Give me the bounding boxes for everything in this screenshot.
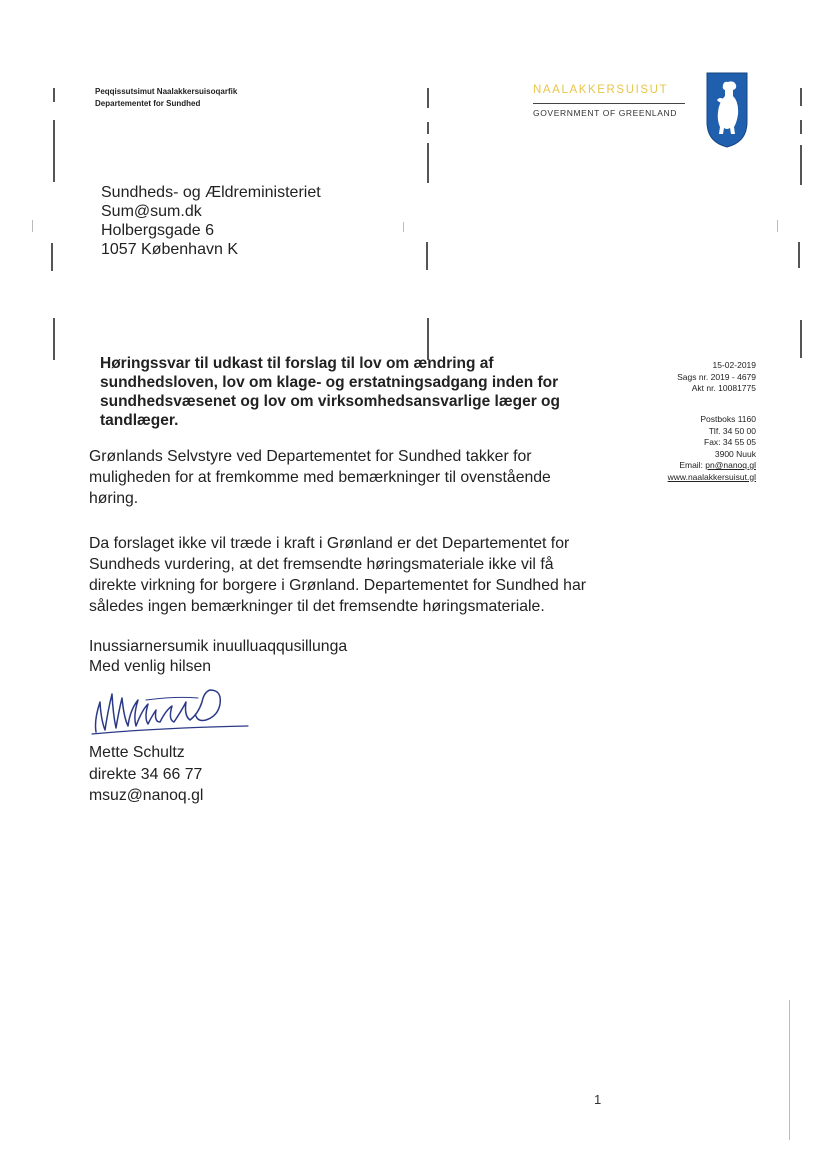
scan-mark: [427, 122, 429, 134]
letter-subject: Høringssvar til udkast til forslag til lov om ændring af sundhedsloven, lov om klage- og erstatningsadgang inden for sundhedsvæsenet og lov om virksomhedsansvarlige læger og tandlæger.: [100, 355, 560, 429]
scan-mark: [800, 88, 802, 106]
scan-mark: [426, 242, 428, 270]
file-number: Akt nr. 10081775: [691, 383, 756, 393]
signer-direct-phone: direkte 34 66 77: [89, 765, 203, 783]
logo-subtitle: GOVERNMENT OF GREENLAND: [533, 108, 677, 118]
scan-mark: [427, 88, 429, 108]
scan-mark: [777, 220, 778, 232]
scan-mark: [403, 222, 404, 232]
signer-name: Mette Schultz: [89, 744, 185, 761]
polar-bear-shield-icon: [706, 72, 748, 148]
sender-block: [95, 86, 237, 110]
case-reference-block: [677, 360, 756, 395]
scan-mark: [53, 318, 55, 360]
logo-divider: [533, 103, 685, 104]
case-number: Sags nr. 2019 - 4679: [677, 371, 756, 382]
scan-mark: [800, 145, 802, 185]
page-number: 1: [594, 1092, 602, 1107]
contact-email-row: [668, 460, 756, 472]
recipient-street: Holbergsgade 6: [101, 222, 214, 239]
body-paragraph-1: Grønlands Selvstyre ved Departementet for Sundhed takker for muligheden for at fremkomme med bemærkninger til ovenstående høring.: [89, 448, 551, 507]
closing-danish: Med venlig hilsen: [89, 658, 212, 675]
scan-mark: [53, 120, 55, 182]
website-row: [668, 472, 756, 484]
postal-address: 3900 Nuuk: [714, 448, 756, 459]
email-label: Email:: [679, 460, 706, 470]
recipient-name: Sundheds- og Ældreministeriet: [101, 184, 321, 201]
recipient-email: Sum@sum.dk: [101, 203, 202, 220]
scan-mark: [798, 242, 800, 268]
sender-line1: Peqqissutsimut Naalakkersuisoqarfik: [95, 87, 238, 96]
letter-date: 15-02-2019: [712, 360, 756, 370]
recipient-city: 1057 København K: [101, 241, 238, 258]
handwritten-signature: [86, 680, 256, 742]
body-paragraph-2: Da forslaget ikke vil træde i kraft i Grønland er det Departementet for Sundheds vurdering, at det fremsendte høringsmateriale ikke vil få direkte virkning for borgere i Grønland. Departementet for Sundhed har således ingen bemærkninger til det fremsendte høringsmateriale.: [89, 535, 586, 615]
contact-email-link[interactable]: pn@nanoq.gl: [705, 460, 756, 470]
scan-mark: [800, 120, 802, 134]
phone-number: Tlf. 34 50 00: [708, 425, 756, 436]
recipient-address: [101, 183, 321, 259]
scan-mark: [789, 1000, 790, 1140]
website-link[interactable]: www.naalakkersuisut.gl: [667, 471, 756, 482]
scan-mark: [51, 243, 53, 271]
sender-line2: Departementet for Sundhed: [95, 99, 201, 108]
closing-block: [89, 637, 347, 677]
signer-email: msuz@nanoq.gl: [89, 787, 204, 804]
scan-mark: [53, 88, 55, 102]
contact-block: [668, 414, 756, 483]
scan-mark: [427, 143, 429, 183]
scan-mark: [800, 320, 802, 358]
scan-mark: [32, 220, 33, 232]
fax-number: Fax: 34 55 05: [704, 437, 756, 447]
signoff-block: [89, 742, 203, 807]
closing-greenlandic: Inussiarnersumik inuulluaqqusillunga: [89, 638, 348, 655]
po-box: Postboks 1160: [700, 414, 756, 424]
logo-wordmark: NAALAKKERSUISUT: [533, 84, 669, 96]
